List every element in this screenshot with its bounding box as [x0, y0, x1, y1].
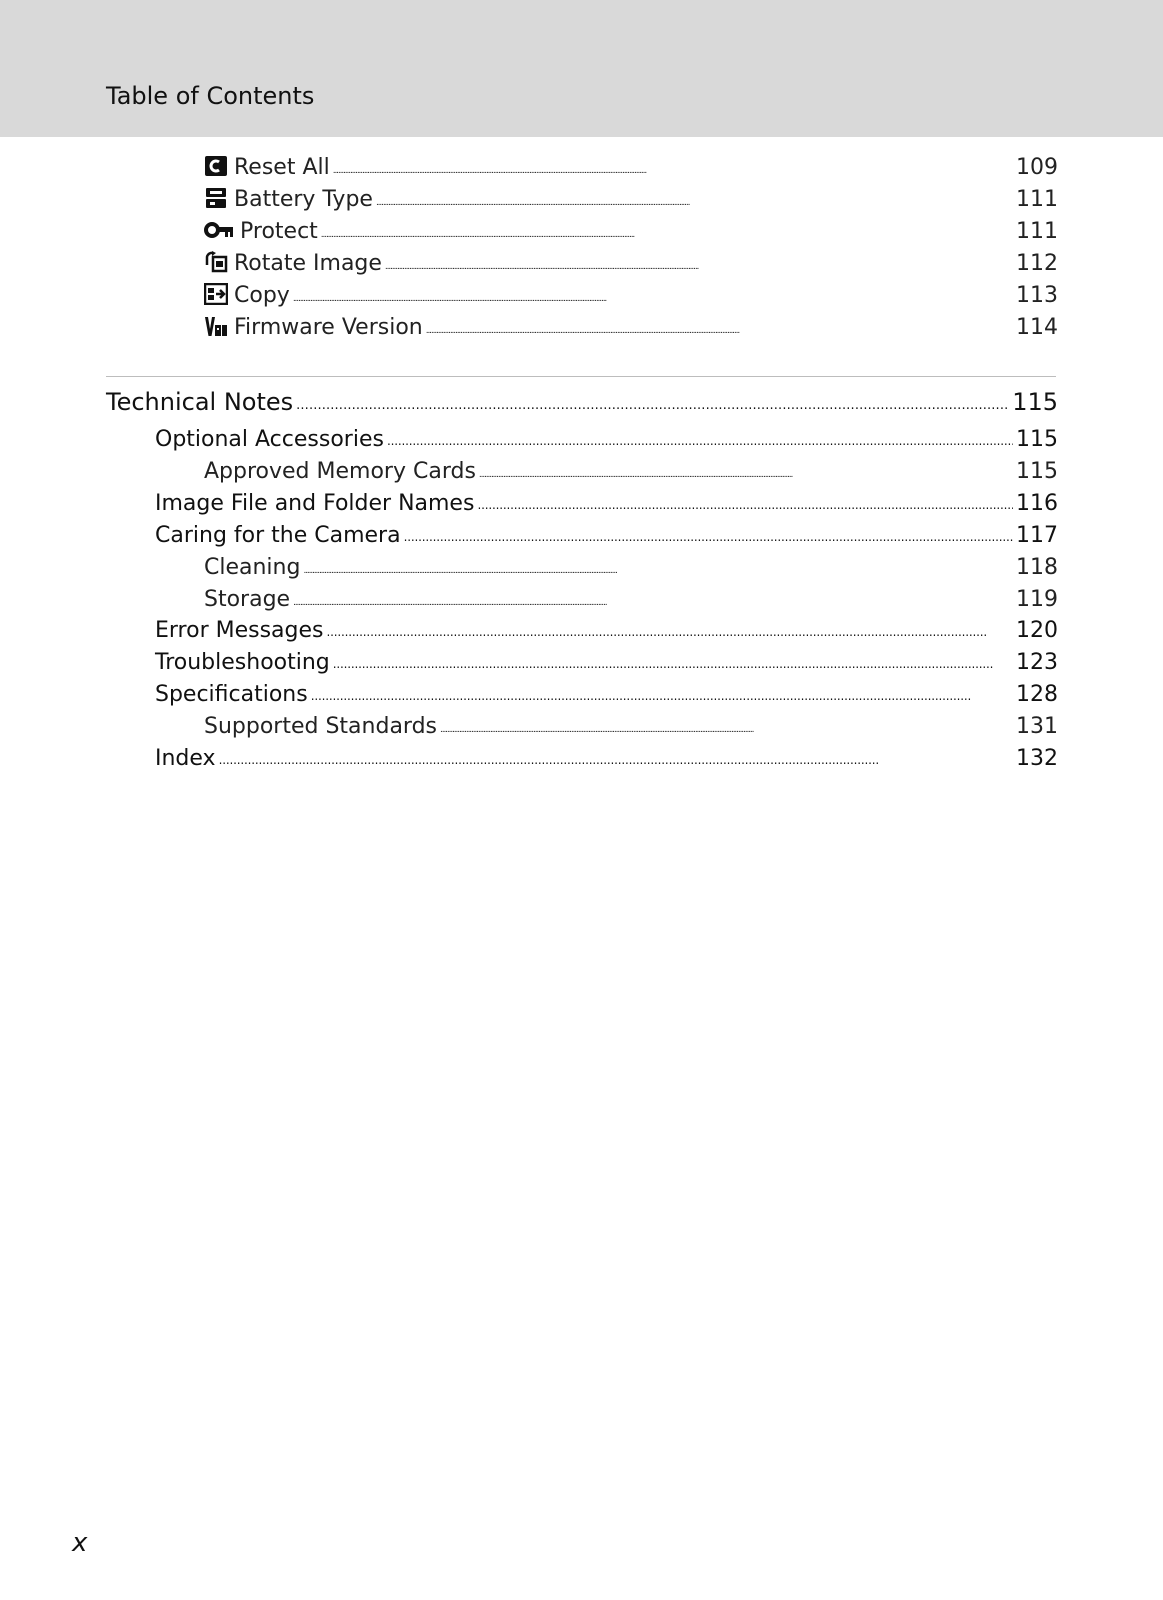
firmware-version-icon: [204, 315, 228, 337]
toc-entry-label: Firmware Version: [234, 315, 423, 340]
toc-page-number: 115: [1016, 459, 1058, 484]
dot-leader: [311, 689, 1013, 703]
toc-entry-label: Specifications: [155, 682, 308, 707]
page-title: Table of Contents: [106, 82, 315, 110]
toc-chapter-technical-notes[interactable]: [106, 388, 1058, 416]
dot-leader: [404, 530, 1013, 544]
toc-page-number: 120: [1016, 618, 1058, 643]
toc-page-number: 109: [1016, 155, 1058, 180]
dot-leader: [477, 498, 1013, 512]
toc-entry-image-file-folder-names[interactable]: [155, 491, 1058, 516]
toc-page-number: 116: [1016, 491, 1058, 516]
toc-entry-reset-all[interactable]: [204, 152, 1058, 180]
toc-entry-label: Caring for the Camera: [155, 523, 401, 548]
toc-entry-index[interactable]: [155, 746, 1058, 771]
toc-page-number: 113: [1016, 283, 1058, 308]
toc-entry-optional-accessories[interactable]: [155, 427, 1058, 452]
toc-page-number: 115: [1016, 427, 1058, 452]
toc-entry-copy[interactable]: [204, 280, 1058, 308]
reset-all-icon: [204, 155, 228, 177]
toc-page-number: 119: [1016, 587, 1058, 612]
dot-leader: [385, 262, 1013, 272]
dot-leader: [440, 725, 1013, 735]
header-band: [0, 0, 1163, 137]
toc-page-number: 115: [1012, 388, 1058, 416]
toc-entry-label: Supported Standards: [204, 714, 438, 739]
toc-entry-firmware-version[interactable]: [204, 312, 1058, 340]
toc-entry-storage[interactable]: [204, 587, 1058, 612]
dot-leader: [376, 198, 1013, 208]
dot-leader: [387, 434, 1013, 448]
toc-entry-label: Protect: [240, 219, 318, 244]
toc-page-number: 131: [1016, 714, 1058, 739]
toc-page-number: 118: [1016, 555, 1058, 580]
copy-icon: [204, 283, 228, 305]
dot-leader: [293, 598, 1013, 608]
toc-entry-label: Reset All: [234, 155, 330, 180]
toc-page-number: 132: [1016, 746, 1058, 771]
dot-leader: [219, 753, 1013, 767]
dot-leader: [479, 470, 1013, 480]
dot-leader: [321, 230, 1013, 240]
battery-type-icon: [204, 187, 228, 209]
toc-page-number: 111: [1016, 187, 1058, 212]
protect-key-icon: [204, 219, 234, 241]
dot-leader: [333, 657, 1013, 671]
toc-entry-troubleshooting[interactable]: [155, 650, 1058, 675]
toc-entry-label: Troubleshooting: [155, 650, 330, 675]
toc-entry-label: Storage: [204, 587, 291, 612]
toc-entry-label: Image File and Folder Names: [155, 491, 475, 516]
toc-entry-protect[interactable]: [204, 216, 1058, 244]
dot-leader: [327, 625, 1013, 639]
toc-entry-label: Approved Memory Cards: [204, 459, 476, 484]
toc-entry-cleaning[interactable]: [204, 555, 1058, 580]
toc-entry-label: Optional Accessories: [155, 427, 384, 452]
section-divider: [106, 376, 1056, 377]
toc-page-number: 128: [1016, 682, 1058, 707]
toc-entry-error-messages[interactable]: [155, 618, 1058, 643]
toc-page-number: 117: [1016, 523, 1058, 548]
footer-page-number: x: [72, 1528, 88, 1558]
dot-leader: [333, 166, 1013, 176]
toc-entry-approved-memory-cards[interactable]: [204, 459, 1058, 484]
rotate-image-icon: [204, 251, 228, 273]
toc-entry-label: Index: [155, 746, 216, 771]
toc-page-number: 112: [1016, 251, 1058, 276]
toc-page-number: 114: [1016, 315, 1058, 340]
toc-entry-battery-type[interactable]: [204, 184, 1058, 212]
toc-entry-specifications[interactable]: [155, 682, 1058, 707]
toc-chapter-label: Technical Notes: [106, 388, 294, 416]
toc-entry-rotate-image[interactable]: [204, 248, 1058, 276]
dot-leader: [426, 326, 1013, 336]
dot-leader: [293, 294, 1013, 304]
toc-entry-label: Battery Type: [234, 187, 373, 212]
toc-entry-label: Error Messages: [155, 618, 324, 643]
toc-entry-label: Rotate Image: [234, 251, 382, 276]
toc-entry-label: Copy: [234, 283, 290, 308]
toc-page-number: 123: [1016, 650, 1058, 675]
toc-entry-caring-for-camera[interactable]: [155, 523, 1058, 548]
dot-leader: [296, 398, 1009, 413]
dot-leader: [303, 566, 1013, 576]
toc-entry-supported-standards[interactable]: [204, 714, 1058, 739]
toc-entry-label: Cleaning: [204, 555, 301, 580]
toc-page-number: 111: [1016, 219, 1058, 244]
